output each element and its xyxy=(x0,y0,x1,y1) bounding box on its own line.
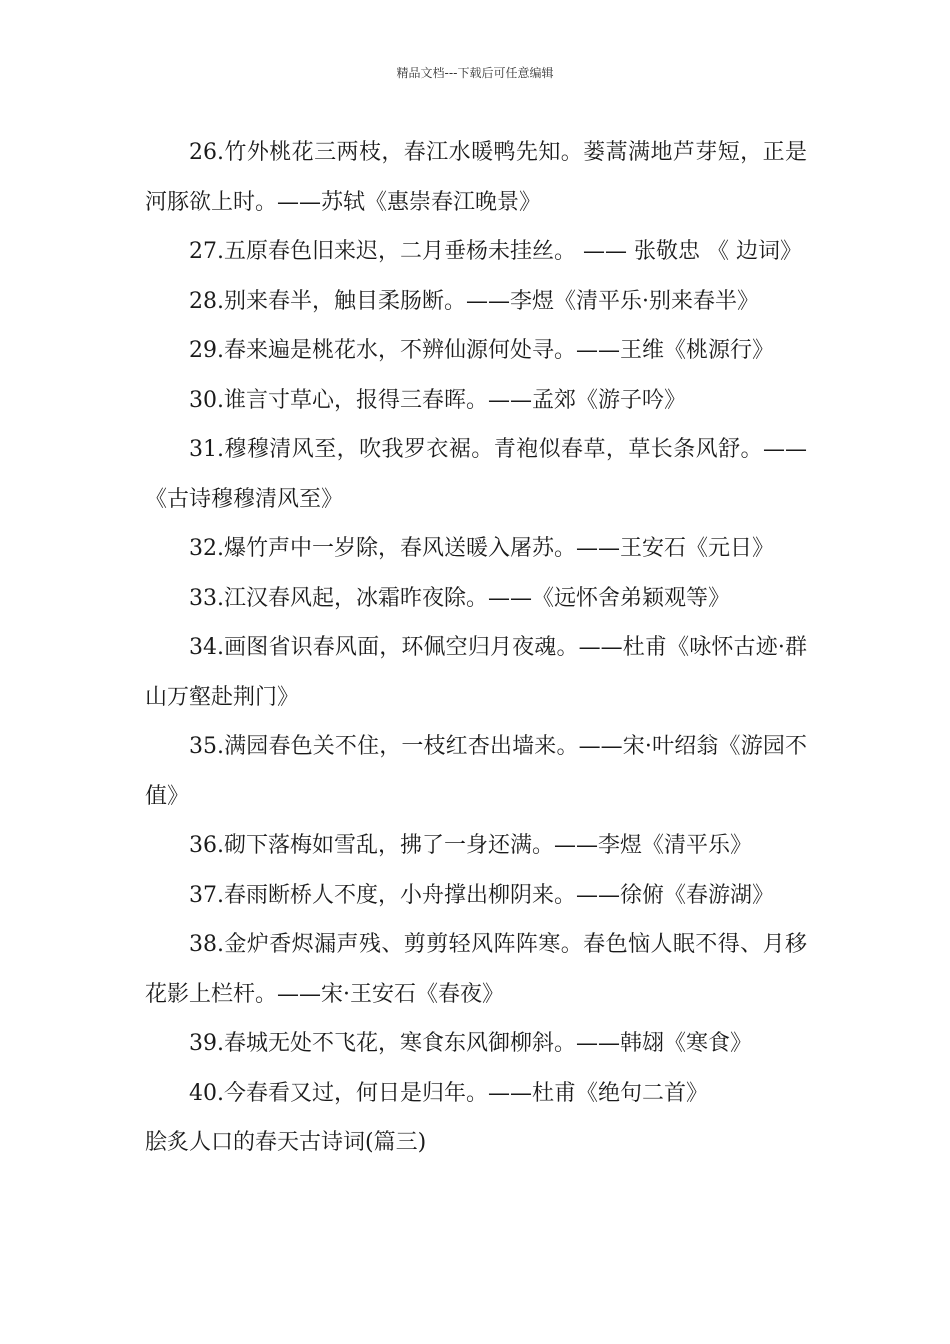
poem-item-26: 26.竹外桃花三两枝，春江水暖鸭先知。蒌蒿满地芦芽短，正是河豚欲上时。——苏轼《惠崇春江晚景》 xyxy=(145,140,807,215)
poem-item-33: 33.江汉春风起，冰霜昨夜除。——《远怀舍弟颖观等》 xyxy=(189,585,730,611)
poem-item-40: 40.今春看又过，何日是归年。——杜甫《绝句二首》 xyxy=(189,1080,708,1106)
poem-item-36: 36.砌下落梅如雪乱，拂了一身还满。——李煜《清平乐》 xyxy=(189,833,752,858)
poem-item-37: 37.春雨断桥人不度，小舟撑出柳阴来。——徐俯《春游湖》 xyxy=(189,882,774,908)
page-header: 精品文档---下载后可任意编辑 xyxy=(396,66,554,80)
poem-item-31: 31.穆穆清风至，吹我罗衣裾。青袍似春草，草长条风舒。——《古诗穆穆清风至》 xyxy=(145,437,807,512)
poem-item-35: 35.满园春色关不住，一枝红杏出墙来。——宋·叶绍翁《游园不值》 xyxy=(145,734,807,809)
poem-item-27: 27.五原春色旧来迟，二月垂杨未挂丝。 —— 张敬忠 《 边词》 xyxy=(189,239,802,264)
poem-item-30: 30.谁言寸草心，报得三春晖。——孟郊《游子吟》 xyxy=(189,387,686,413)
poem-item-38: 38.金炉香烬漏声残、剪剪轻风阵阵寒。春色恼人眠不得、月移花影上栏杆。——宋·王安石《春夜》 xyxy=(145,932,807,1007)
poem-item-39: 39.春城无处不飞花，寒食东风御柳斜。——韩翃《寒食》 xyxy=(189,1031,752,1056)
poem-item-34: 34.画图省识春风面，环佩空归月夜魂。——杜甫《咏怀古迹·群山万壑赴荆门》 xyxy=(145,635,807,710)
document-body xyxy=(145,128,807,1168)
poem-item-28: 28.别来春半，触目柔肠断。——李煜《清平乐·别来春半》 xyxy=(189,288,759,314)
poem-item-32: 32.爆竹声中一岁除，春风送暖入屠苏。——王安石《元日》 xyxy=(189,536,774,561)
section-title: 脍炙人口的春天古诗词(篇三) xyxy=(145,1130,427,1155)
poem-item-29: 29.春来遍是桃花水，不辨仙源何处寻。——王维《桃源行》 xyxy=(189,338,774,363)
